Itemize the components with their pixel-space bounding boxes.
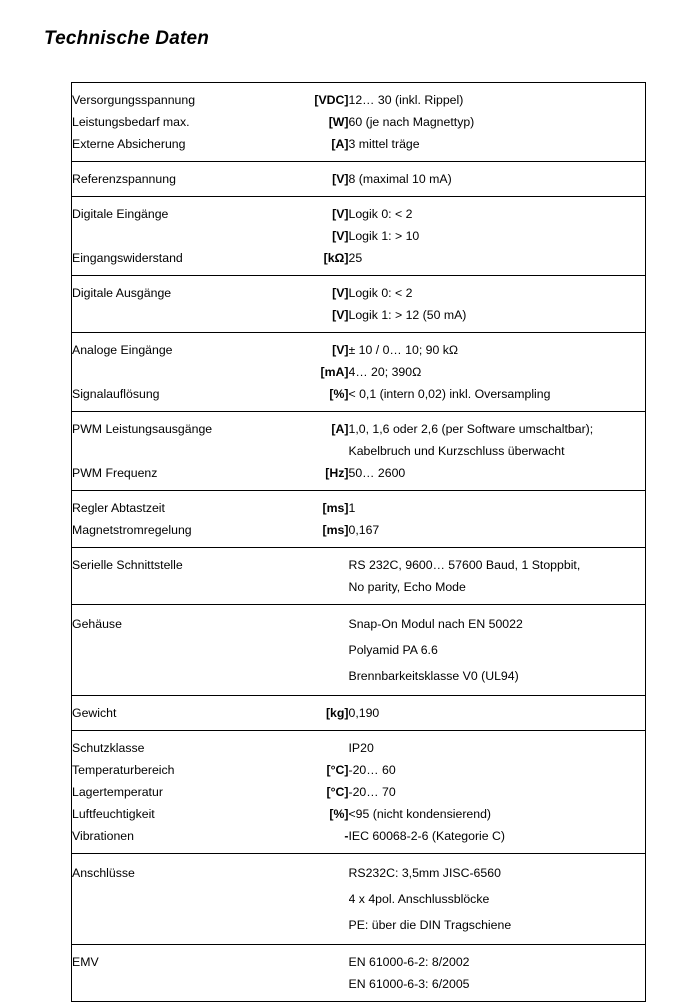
spec-value-cell bbox=[349, 83, 646, 162]
value-line: < 0,1 (intern 0,02) inkl. Oversampling bbox=[348, 387, 551, 401]
unit-line: [V] bbox=[332, 172, 349, 186]
label-line: EMV bbox=[72, 955, 99, 969]
spec-unit-cell bbox=[276, 412, 349, 491]
table-group-environment bbox=[72, 731, 646, 854]
label-line: Digitale Ausgänge bbox=[72, 286, 172, 300]
label-line: Analoge Eingänge bbox=[72, 343, 173, 357]
value-line: Logik 0: < 2 bbox=[348, 207, 413, 221]
table-group-housing bbox=[72, 605, 646, 696]
label-line bbox=[72, 576, 276, 598]
spec-label-cell bbox=[72, 412, 276, 491]
value-line: IEC 60068-2-6 (Kategorie C) bbox=[348, 829, 506, 843]
value-line: 3 mittel träge bbox=[348, 137, 420, 151]
spec-label-cell bbox=[72, 276, 276, 333]
unit-line: [kΩ] bbox=[323, 251, 349, 265]
label-line bbox=[72, 886, 276, 912]
spec-unit-cell bbox=[276, 696, 349, 731]
label-line: Luftfeuchtigkeit bbox=[72, 807, 155, 821]
value-line: Logik 1: > 12 (50 mA) bbox=[348, 308, 467, 322]
spec-label-cell bbox=[72, 548, 276, 605]
unit-line bbox=[276, 973, 349, 995]
unit-line: [°C] bbox=[326, 763, 349, 777]
spec-value-cell bbox=[349, 412, 646, 491]
value-line: Brennbarkeitsklasse V0 (UL94) bbox=[348, 669, 519, 683]
value-line: 8 (maximal 10 mA) bbox=[348, 172, 452, 186]
table-row bbox=[72, 548, 646, 605]
spec-unit-cell bbox=[276, 197, 349, 276]
label-line: Versorgungsspannung bbox=[72, 93, 196, 107]
value-line: 12… 30 (inkl. Rippel) bbox=[348, 93, 464, 107]
value-line: PE: über die DIN Tragschiene bbox=[348, 918, 512, 932]
table-group-emc bbox=[72, 945, 646, 1002]
spec-value-cell bbox=[349, 197, 646, 276]
unit-line: [mA] bbox=[320, 365, 349, 379]
table-row bbox=[72, 333, 646, 412]
value-line: 0,167 bbox=[348, 523, 380, 537]
spec-label-cell bbox=[72, 731, 276, 854]
unit-line: [kg] bbox=[325, 706, 349, 720]
unit-line: [ms] bbox=[322, 523, 349, 537]
label-line: Vibrationen bbox=[72, 829, 134, 843]
unit-line bbox=[276, 554, 349, 576]
spec-label-cell bbox=[72, 197, 276, 276]
value-line: 60 (je nach Magnettyp) bbox=[348, 115, 475, 129]
value-line: RS232C: 3,5mm JISC-6560 bbox=[348, 866, 501, 880]
spec-unit-cell bbox=[276, 491, 349, 548]
label-line: Gewicht bbox=[72, 706, 117, 720]
value-line: 4 x 4pol. Anschlussblöcke bbox=[348, 892, 490, 906]
spec-label-cell bbox=[72, 162, 276, 197]
spec-label-cell bbox=[72, 491, 276, 548]
page-title: Technische Daten bbox=[44, 28, 210, 49]
table-row bbox=[72, 276, 646, 333]
table-row bbox=[72, 731, 646, 854]
label-line bbox=[72, 361, 276, 383]
spec-value-cell bbox=[349, 945, 646, 1002]
value-line: 1 bbox=[348, 501, 356, 515]
spec-value-cell bbox=[349, 491, 646, 548]
spec-unit-cell bbox=[276, 333, 349, 412]
spec-value-cell bbox=[349, 276, 646, 333]
table-group-connections bbox=[72, 854, 646, 945]
table-row bbox=[72, 412, 646, 491]
label-line bbox=[72, 304, 276, 326]
label-line bbox=[72, 973, 276, 995]
spec-unit-cell bbox=[276, 276, 349, 333]
unit-line: - bbox=[344, 829, 349, 843]
table-row bbox=[72, 491, 646, 548]
label-line: Leistungsbedarf max. bbox=[72, 115, 190, 129]
value-line: 0,190 bbox=[348, 706, 380, 720]
table-group-controller-timing bbox=[72, 491, 646, 548]
table-group-serial-interface bbox=[72, 548, 646, 605]
spec-unit-cell bbox=[276, 548, 349, 605]
spec-label-cell bbox=[72, 605, 276, 696]
spec-value-cell bbox=[349, 854, 646, 945]
spec-value-cell bbox=[349, 333, 646, 412]
spec-label-cell bbox=[72, 83, 276, 162]
spec-label-cell bbox=[72, 696, 276, 731]
value-line: Logik 0: < 2 bbox=[348, 286, 413, 300]
label-line: Digitale Eingänge bbox=[72, 207, 169, 221]
label-line: Gehäuse bbox=[72, 617, 122, 631]
label-line: Referenzspannung bbox=[72, 172, 176, 186]
unit-line bbox=[276, 886, 349, 912]
table-row bbox=[72, 605, 646, 696]
table-group-weight bbox=[72, 696, 646, 731]
spec-label-cell bbox=[72, 854, 276, 945]
table-row bbox=[72, 696, 646, 731]
unit-line: [VDC] bbox=[314, 93, 349, 107]
table-group-analog-inputs bbox=[72, 333, 646, 412]
unit-line: [V] bbox=[332, 308, 349, 322]
label-line bbox=[72, 440, 276, 462]
unit-line bbox=[276, 737, 349, 759]
label-line bbox=[72, 663, 276, 689]
value-line: IP20 bbox=[348, 741, 374, 755]
table-row bbox=[72, 162, 646, 197]
unit-line: [V] bbox=[332, 343, 349, 357]
unit-line: [V] bbox=[332, 286, 349, 300]
unit-line: [°C] bbox=[326, 785, 349, 799]
table-group-power-supply bbox=[72, 83, 646, 162]
value-line: Kabelbruch und Kurzschluss überwacht bbox=[348, 444, 565, 458]
spec-unit-cell bbox=[276, 83, 349, 162]
value-line: Polyamid PA 6.6 bbox=[348, 643, 438, 657]
unit-line bbox=[276, 576, 349, 598]
unit-line: [Hz] bbox=[325, 466, 349, 480]
value-line: 1,0, 1,6 oder 2,6 (per Software umschaltbar); bbox=[348, 422, 594, 436]
table-group-pwm-outputs bbox=[72, 412, 646, 491]
spec-value-cell bbox=[349, 548, 646, 605]
spec-unit-cell bbox=[276, 854, 349, 945]
value-line: <95 (nicht kondensierend) bbox=[348, 807, 492, 821]
label-line: Magnetstromregelung bbox=[72, 523, 192, 537]
value-line: Snap-On Modul nach EN 50022 bbox=[348, 617, 523, 631]
label-line: Externe Absicherung bbox=[72, 137, 186, 151]
label-line: Signalauflösung bbox=[72, 387, 160, 401]
label-line: PWM Leistungsausgänge bbox=[72, 422, 213, 436]
table-row bbox=[72, 83, 646, 162]
spec-value-cell bbox=[349, 162, 646, 197]
table-row bbox=[72, 854, 646, 945]
unit-line bbox=[276, 637, 349, 663]
table-group-digital-outputs bbox=[72, 276, 646, 333]
value-line: Logik 1: > 10 bbox=[348, 229, 420, 243]
label-line: Schutzklasse bbox=[72, 741, 145, 755]
unit-line: [W] bbox=[328, 115, 349, 129]
technical-data-table bbox=[71, 82, 646, 1002]
spec-label-cell bbox=[72, 333, 276, 412]
table-row bbox=[72, 945, 646, 1002]
value-line: -20… 70 bbox=[348, 785, 396, 799]
value-line: RS 232C, 9600… 57600 Baud, 1 Stoppbit, bbox=[348, 558, 581, 572]
label-line: Eingangswiderstand bbox=[72, 251, 183, 265]
spec-value-cell bbox=[349, 605, 646, 696]
value-line: EN 61000-6-3: 6/2005 bbox=[348, 977, 470, 991]
label-line: Anschlüsse bbox=[72, 866, 135, 880]
unit-line: [%] bbox=[329, 387, 349, 401]
unit-line: [A] bbox=[331, 137, 349, 151]
unit-line: [A] bbox=[331, 422, 349, 436]
spec-unit-cell bbox=[276, 162, 349, 197]
unit-line: [%] bbox=[329, 807, 349, 821]
value-line: EN 61000-6-2: 8/2002 bbox=[348, 955, 470, 969]
unit-line bbox=[276, 951, 349, 973]
label-line: Temperaturbereich bbox=[72, 763, 175, 777]
table-group-reference-voltage bbox=[72, 162, 646, 197]
label-line bbox=[72, 912, 276, 938]
label-line: PWM Frequenz bbox=[72, 466, 158, 480]
table-row bbox=[72, 197, 646, 276]
label-line bbox=[72, 225, 276, 247]
spec-unit-cell bbox=[276, 605, 349, 696]
spec-unit-cell bbox=[276, 945, 349, 1002]
value-line: 50… 2600 bbox=[348, 466, 406, 480]
unit-line bbox=[276, 912, 349, 938]
value-line: 4… 20; 390Ω bbox=[348, 365, 422, 379]
unit-line bbox=[276, 440, 349, 462]
spec-label-cell bbox=[72, 945, 276, 1002]
label-line: Serielle Schnittstelle bbox=[72, 558, 183, 572]
label-line: Regler Abtastzeit bbox=[72, 501, 165, 515]
unit-line: [V] bbox=[332, 229, 349, 243]
table-group-digital-inputs bbox=[72, 197, 646, 276]
value-line: 25 bbox=[348, 251, 363, 265]
unit-line bbox=[276, 611, 349, 637]
value-line: ± 10 / 0… 10; 90 kΩ bbox=[348, 343, 459, 357]
value-line: -20… 60 bbox=[348, 763, 396, 777]
spec-unit-cell bbox=[276, 731, 349, 854]
value-line: No parity, Echo Mode bbox=[348, 580, 466, 594]
unit-line bbox=[276, 663, 349, 689]
unit-line: [V] bbox=[332, 207, 349, 221]
unit-line: [ms] bbox=[322, 501, 349, 515]
spec-value-cell bbox=[349, 731, 646, 854]
label-line bbox=[72, 637, 276, 663]
spec-value-cell bbox=[349, 696, 646, 731]
unit-line bbox=[276, 860, 349, 886]
label-line: Lagertemperatur bbox=[72, 785, 163, 799]
